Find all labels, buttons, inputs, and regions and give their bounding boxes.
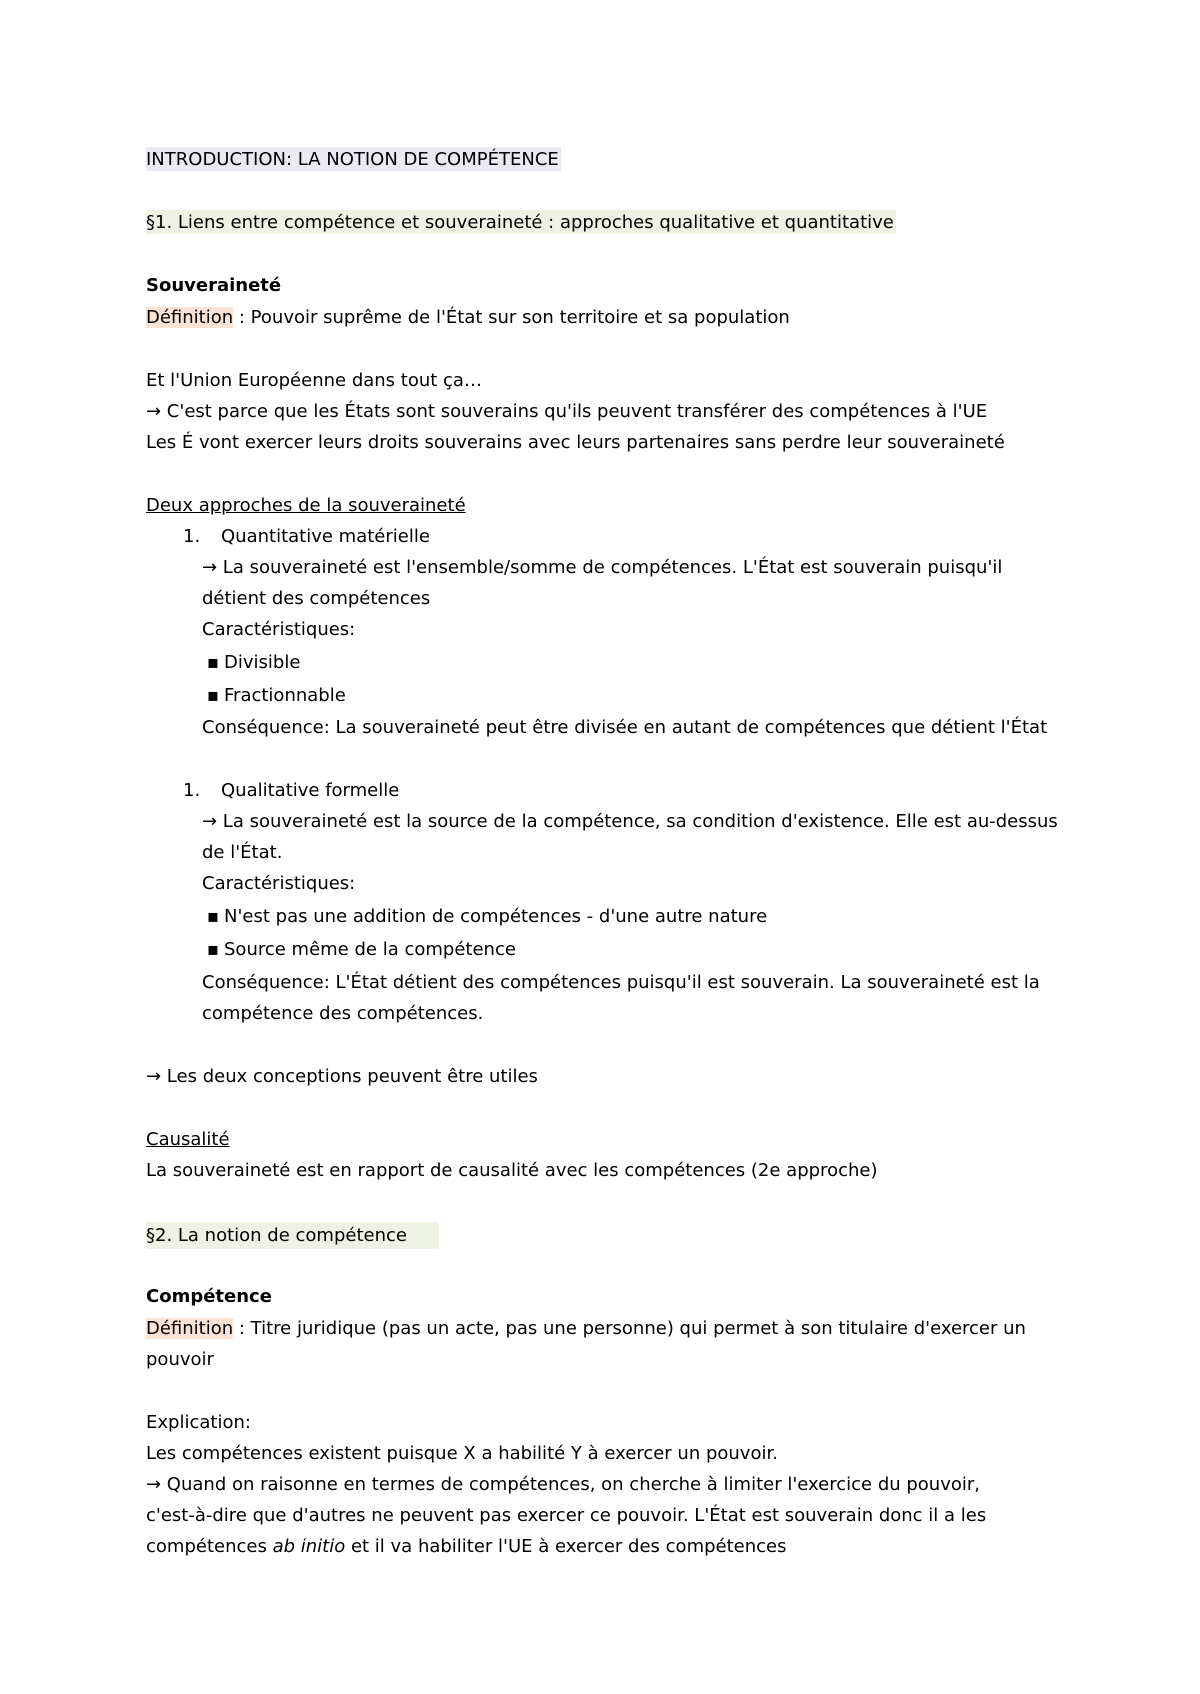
explanation-text: compétences <box>146 1536 273 1557</box>
section-1-heading <box>146 211 896 235</box>
term-souverainete: Souveraineté <box>146 275 282 296</box>
explanation-line-1: Les compétences existent puisque X a habilité Y à exercer un pouvoir. <box>146 1443 778 1464</box>
explanation-line-2: → Quand on raisonne en termes de compétences, on cherche à limiter l'exercice du pouvoir, <box>146 1474 981 1495</box>
definition-text: : Pouvoir suprême de l'État sur son territoire et sa population <box>233 307 790 328</box>
explanation-text: et il va habiliter l'UE à exercer des compétences <box>345 1536 787 1557</box>
qual-consequence-1: Conséquence: L'État détient des compétences puisqu'il est souverain. La souveraineté est la <box>202 972 1040 993</box>
qual-characteristics-label: Caractéristiques: <box>202 873 356 894</box>
bullet-icon: ▪ <box>206 906 220 927</box>
bullet-icon: ▪ <box>206 939 220 960</box>
document-title-text: INTRODUCTION: LA NOTION DE COMPÉTENCE <box>146 149 559 170</box>
quant-line-2: détient des compétences <box>202 588 431 609</box>
list-number: 1. <box>183 526 201 547</box>
explanation-line-3: c'est-à-dire que d'autres ne peuvent pas exercer ce pouvoir. L'État est souverain donc il a les <box>146 1505 987 1526</box>
definition-label: Définition <box>146 307 234 328</box>
quant-approach-title <box>183 525 430 549</box>
list-item-title: Quantitative matérielle <box>221 526 430 547</box>
list-item <box>202 651 300 675</box>
both-conceptions: → Les deux conceptions peuvent être utiles <box>146 1066 538 1087</box>
definition-continuation: pouvoir <box>146 1349 214 1370</box>
section-1-heading-text: §1. Liens entre compétence et souveraineté : approches qualitative et quantitative <box>146 212 894 233</box>
definition-souverainete <box>146 306 790 330</box>
bullet-icon: ▪ <box>206 652 220 673</box>
qual-consequence-2: compétence des compétences. <box>202 1003 484 1024</box>
list-item-text: Fractionnable <box>224 685 346 706</box>
definition-label: Définition <box>146 1318 234 1339</box>
latin-term: ab initio <box>272 1536 346 1557</box>
explanation-label: Explication: <box>146 1412 251 1433</box>
list-item-text: Source même de la compétence <box>224 939 516 960</box>
list-item <box>202 938 516 962</box>
quant-consequence: Conséquence: La souveraineté peut être divisée en autant de compétences que détient l'État <box>202 717 1048 738</box>
causality-text: La souveraineté est en rapport de causalité avec les compétences (2e approche) <box>146 1160 878 1181</box>
bullet-icon: ▪ <box>206 685 220 706</box>
quant-line-1: → La souveraineté est l'ensemble/somme de compétences. L'État est souverain puisqu'il <box>202 557 1003 578</box>
list-item <box>202 684 346 708</box>
section-2-heading <box>146 1222 439 1249</box>
definition-text: : Titre juridique (pas un acte, pas une personne) qui permet à son titulaire d'exercer un <box>233 1318 1026 1339</box>
list-item <box>202 905 767 929</box>
ue-exercise-line: Les É vont exercer leurs droits souverains avec leurs partenaires sans perdre leur souveraineté <box>146 432 1005 453</box>
document-title <box>146 148 561 172</box>
list-item-title: Qualitative formelle <box>221 780 400 801</box>
list-number: 1. <box>183 780 201 801</box>
ue-intro: Et l'Union Européenne dans tout ça… <box>146 370 482 391</box>
term-competence: Compétence <box>146 1286 272 1307</box>
qual-approach-title <box>183 779 399 803</box>
definition-competence <box>146 1317 1026 1341</box>
quant-characteristics-label: Caractéristiques: <box>202 619 356 640</box>
approaches-title: Deux approches de la souveraineté <box>146 495 466 516</box>
qual-line-2: de l'État. <box>202 842 283 863</box>
ue-arrow-line: → C'est parce que les États sont souverains qu'ils peuvent transférer des compétences à l'UE <box>146 401 988 422</box>
section-2-heading-text: §2. La notion de compétence <box>146 1222 439 1249</box>
list-item-text: N'est pas une addition de compétences - d'une autre nature <box>224 906 768 927</box>
list-item-text: Divisible <box>224 652 301 673</box>
causality-title: Causalité <box>146 1129 230 1150</box>
qual-line-1: → La souveraineté est la source de la compétence, sa condition d'existence. Elle est au-dessus <box>202 811 1058 832</box>
explanation-line-4 <box>146 1535 787 1559</box>
